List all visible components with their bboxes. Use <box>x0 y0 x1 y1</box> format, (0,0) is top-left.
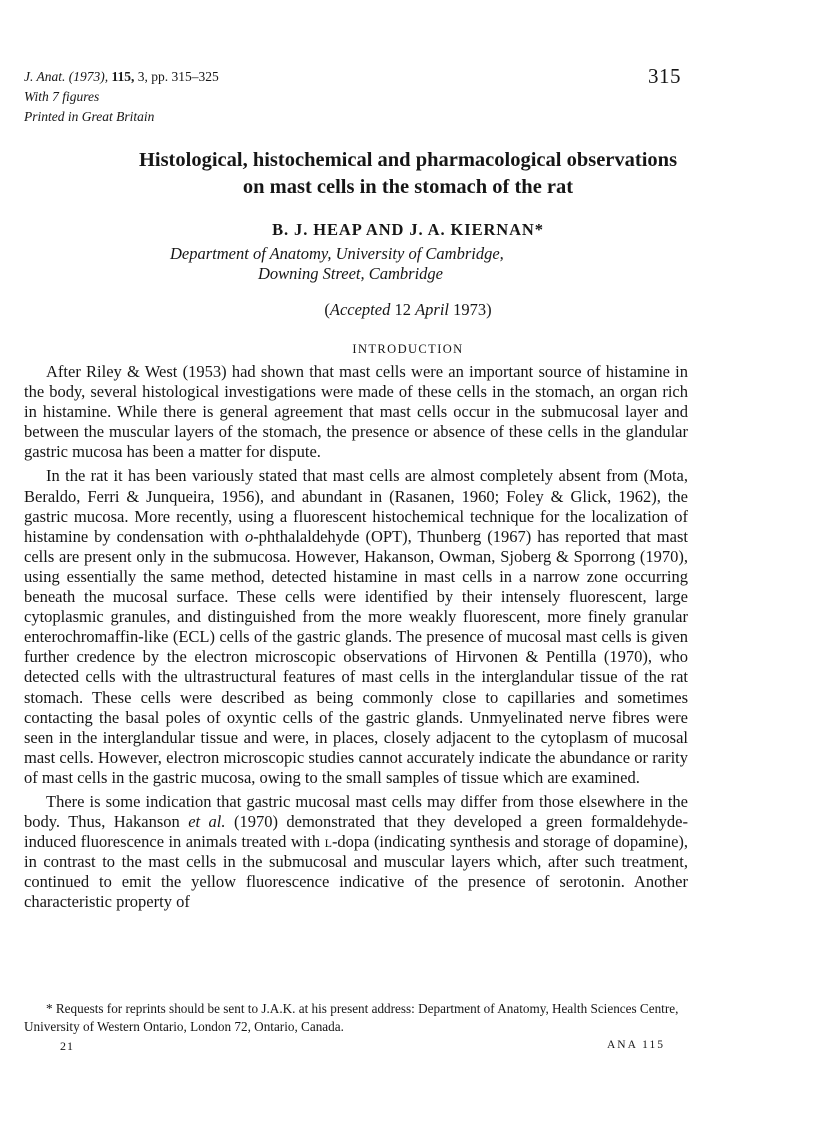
paragraph-3-smallcaps: l <box>324 832 332 852</box>
accepted-day: 12 <box>390 300 416 319</box>
figures-note: With 7 figures <box>24 89 100 104</box>
affiliation-line-2: Downing Street, Cambridge <box>258 264 444 283</box>
paragraph-2-part-a: In the rat it has been variously stated that mast cells are almost completely absent from (Mota, Beraldo, Ferri & Junqueira, 1956), and abundant in (Rasanen, 1960; Foley & Glick, 1962), the gastric mucosa. More recently, using a fluorescent histochemical technique for the localization of histamine by condensation with <box>24 466 688 546</box>
affiliation <box>170 244 504 284</box>
accepted-year: 1973) <box>449 300 492 319</box>
paragraph-3-part-a: There is some indication that gastric mucosal mast cells may differ from those elsewhere in the body. Thus, Hakanson <box>24 791 688 832</box>
footnote-text: * Requests for reprints should be sent to J.A.K. at his present address: Department of Anatomy, Health Sciences Centre, University of Western Ontario, London 72, Ontario, Canada. <box>24 1001 679 1034</box>
accepted-label: Accepted <box>329 300 391 319</box>
paragraph-2 <box>24 466 688 788</box>
affiliation-line-1: Department of Anatomy, University of Cambridge, <box>170 244 504 263</box>
article-body <box>24 362 688 917</box>
paragraph-3 <box>24 792 688 913</box>
journal-abbrev: J. Anat. <box>24 69 66 84</box>
journal-volume: 115, <box>111 69 135 84</box>
page-number: 315 <box>648 64 681 88</box>
printed-note: Printed in Great Britain <box>24 109 155 124</box>
title-line-1: Histological, histochemical and pharmacological observations <box>138 149 678 171</box>
accepted-paren: ( <box>324 300 330 319</box>
paragraph-2-part-b: -phthalaldehyde (OPT), Thunberg (1967) has reported that mast cells are present only in the submucosa. However, Hakanson, Owman, Sjoberg & Sporrong (1970), using essentially the same method, detected histamine in mast cells in a narrow zone occurring beneath the mucosal surface. These cells were identified by their intensely fluorescent, large cytoplasmic granules, and distinguished from the more weakly fluorescent, more finely granular enterochromaffin-like (ECL) cells of the gastric glands. The presence of mucosal mast cells is given further credence by the electron microscopic observations of Hirvonen & Pentilla (1970), who detected cells with the ultrastructural features of mast cells in the interglandular tissue of the rat stomach. These cells were described as being commonly close to capillaries and sometimes contacting the basal poles of oxyntic cells of the gastric glands. Unmyelinated nerve fibres were seen in the interglandular tissue and were, in places, closely adjacent to the cytoplasm of mucosal mast cells. However, electron microscopic studies cannot accurately indicate the abundance or rarity of mast cells in the gastric mucosa, owing to the small samples of tissue which are examined. <box>24 526 688 787</box>
signature-mark: 21 <box>60 1039 74 1053</box>
accepted-month: April <box>415 300 449 319</box>
title-line-2: on mast cells in the stomach of the rat <box>242 176 574 198</box>
citation-line <box>24 67 219 87</box>
section-heading-introduction: INTRODUCTION <box>352 342 464 356</box>
journal-masthead <box>24 67 219 127</box>
paragraph-3-part-c: -dopa (indicating synthesis and storage of dopamine), in contrast to the mast cells in the submucosal and muscular layers which, after such treatment, continued to emit the yellow fluorescence indicative of the presence of serotonin. Another characteristic property of <box>24 832 689 912</box>
author-list: B. J. HEAP AND J. A. KIERNAN* <box>272 220 544 239</box>
paragraph-3-part-b: (1970) demonstrated that they developed a green formaldehyde-induced fluorescence in animals treated with <box>24 812 688 852</box>
paragraph-2-italic: o <box>244 526 254 546</box>
journal-year: (1973), <box>68 69 109 84</box>
footnote <box>24 1000 688 1036</box>
accepted-date <box>40 300 776 320</box>
article-title <box>40 147 776 201</box>
paragraph-3-italic: et al. <box>188 812 226 832</box>
paragraph-1: After Riley & West (1953) had shown that mast cells were an important source of histamine in the body, several histological investigations were made of these cells in the stomach, an organ rich in histamine. While there is general agreement that mast cells occur in the submucosal layer and between the muscular layers of the stomach, the presence or absence of these cells in the glandular gastric mucosa has been a matter for dispute. <box>24 362 688 462</box>
journal-signature: ANA 115 <box>607 1039 665 1051</box>
journal-pages: 3, pp. 315–325 <box>137 69 219 84</box>
